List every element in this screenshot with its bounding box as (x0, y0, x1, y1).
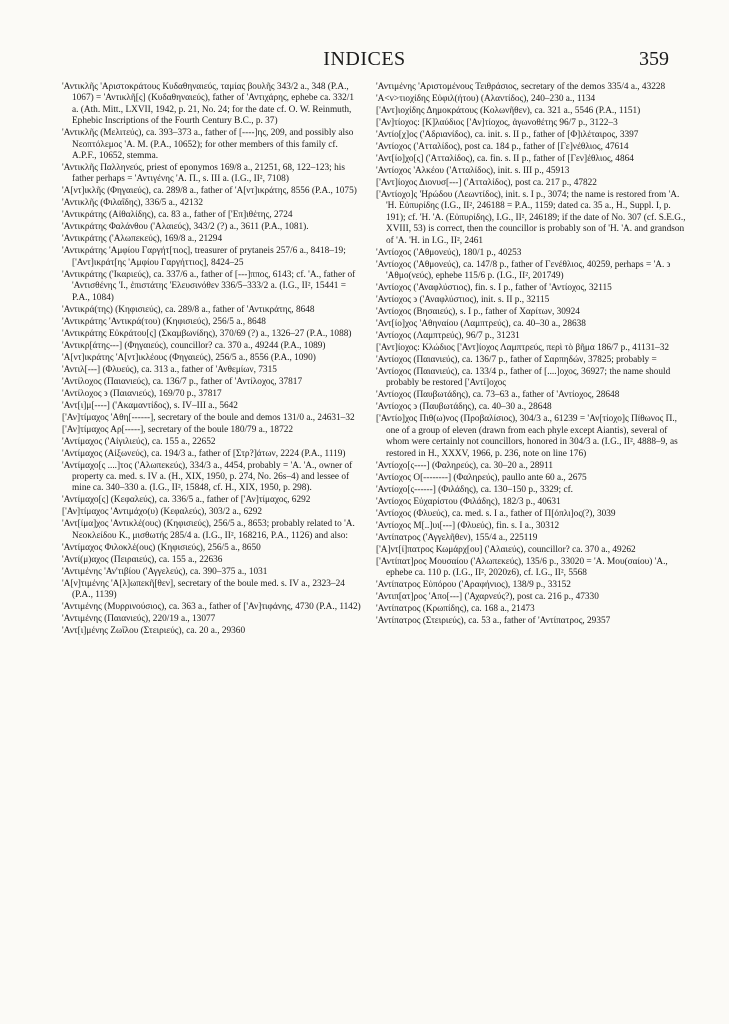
right-column (376, 82, 686, 628)
index-entry: 'Αντ[ίμα]χος 'Αντικλέ(ους) (Κηφισιεύς), 256/5 a., 8653; probably related to 'Α. Νεοκλείδου Κ., μισθωτής 285/4 a. (I.G., II², 168216, P.A., 1126) and also: (62, 519, 355, 541)
index-entry: 'Α[ντ]ικλῆς (Φηγαιεύς), ca. 289/8 a., father of 'Α[ντ]ικράτης, 8556 (P.A., 1075) (62, 186, 357, 197)
index-entry: ['Αντίοχο]ς 'Ηρώδου (Λεωντίδος), init. s. I p., 3074; the name is restored from 'Α. 'Η. Εὐπυρίδης (I.G., II², 246188 = P.A., 1159; dated ca. 35 a., H., Suppl. I, p. 191); cf. 'Η. 'Α. (Εὐπυρίδης), I.G., II², 246189; if the date of No. 307 (cf. S.E.G., XVIII, 53) is correct, then the councillor is probably son of 'Η. 'Α. and grandson of 'Α. 'Η. in I.G., II², 2461 (376, 190, 686, 246)
index-entry: 'Αντίοχος Ο[--------] (Φαληρεύς), paullo ante 60 a., 2675 (376, 472, 587, 483)
index-entry: 'Αντίοχος ϶ ('Αναφλύστιος), init. s. II p., 32115 (376, 295, 550, 306)
index-entry: 'Αντ[ι]μ[----] ('Ακαμαντίδος), s. IV–III a., 5642 (62, 400, 238, 411)
index-entry: ['Αντ]ίοχος Διονυσ[---] ('Ατταλίδος), post ca. 217 p., 47822 (376, 178, 597, 188)
index-entry: 'Αντίμαχος Φιλοκλέ(ους) (Κηφισιεύς), 256/5 a., 8650 (62, 542, 261, 553)
index-entry: 'Αντίμαχο[ς] (Κεφαλεύς), ca. 336/5 a., father of ['Αν]τίμαχος, 6292 (62, 495, 311, 506)
index-entry: 'Αντικλῆς Παλληνεύς, priest of eponymos 169/8 a., 21251, 68, 122–123; his father perhaps = 'Αντιγένης 'Α. Π., s. III a. (I.G., II², 7108) (62, 163, 345, 185)
index-entry: 'Αντίπατρος (Κρωπίδης), ca. 168 a., 21473 (376, 604, 535, 615)
index-entry: 'Αντίοχος 'Αλκέου ('Ατταλίδος), init. s. III p., 45913 (376, 166, 570, 176)
index-entry: 'Αντιπ[ατ]ρος 'Απο[---] ('Αχαρνεύς?), post ca. 216 p., 47330 (376, 592, 599, 603)
index-entry: 'Αντίλοχος ϶ (Παιανιεύς), 169/70 p., 37817 (62, 388, 222, 399)
index-entry: ['Αντίπατ]ρος Μουσαίου ('Αλωπεκεύς), 135/6 p., 33020 = 'Α. Μου(σαίου) 'Α., ephebe ca. 110 p. (I.G., II², 2020z6), cf. I.G., II², 5568 (376, 556, 668, 579)
index-entry: 'Αντικλῆς 'Αριστοκράτους Κυδαθηναιεύς, ταμίας βουλῆς 343/2 a., 348 (P.A., 1067) = 'Αντικλῆ[ς] (Κυδαθηναιεύς), father of 'Αντιχάρης, ephebe ca. 332/1 a. (Ath. Mitt., LXVII, 1942, p. 21, No. 24; for the date cf. O. W. Reinmuth, Ephebic Inscriptions of the Fourth Century B.C., p. 37) (62, 82, 355, 127)
index-entry: 'Αντίπατρος Εὐπόρου ('Αραφήνιος), 138/9 p., 33152 (376, 580, 571, 591)
page-number: 359 (639, 48, 669, 70)
index-entry: 'Αντίπατρος (Στειριεύς), ca. 53 a., father of 'Αντίπατρος, 29357 (376, 616, 611, 627)
index-entry: 'Αντίμαχος (Αἰξωνεύς), ca. 194/3 a., father of [Στρ?]άτων, 2224 (P.A., 1119) (62, 448, 346, 459)
index-entry: 'Αντικλῆς (Μελιτεύς), ca. 393–373 a., father of [----]ης, 209, and possibly also Νεοπτόλεμος 'Α. Μ. (P.A., 10652); for other members of this family cf. A.P.F., 10652, stemma. (62, 128, 354, 162)
index-entry: 'Αντικράτης Εὐκράτου[ς] (Σκαμβωνίδης), 370/69 (?) a., 1326–27 (P.A., 1088) (62, 328, 352, 339)
index-entry: 'Αντικράτης 'Αμφίου Γαργήτ[τιος], treasurer of prytaneis 257/6 a., 8418–19; ['Αντ]ικράτ[ης 'Αμφίου Γαργήττιος], 8424–25 (62, 246, 346, 268)
index-entry: 'Αντίοχος ('Αναφλύστιος), fin. s. I p., father of 'Αντίοχος, 32115 (376, 283, 612, 294)
index-entry: 'Αντίοχος (Βησαιεύς), s. I p., father of Χαρίτων, 30924 (376, 307, 580, 318)
index-entry: 'Αντικράτης Φαλάνθου ('Αλαιεύς), 343/2 (?) a., 3611 (P.A., 1081). (62, 222, 309, 233)
index-entry: 'Αντίμαχος ('Αἰγιλιεύς), ca. 155 a., 22652 (62, 436, 216, 447)
index-entry: ['Αν]τίοχος: [Κ]λαύδιος ['Αν]τίοχος, ἀγωνοθέτης 96/7 p., 3122–3 (376, 118, 618, 128)
index-entry: 'Αντιλ[---] (Φλυεύς), ca. 313 a., father of 'Ανθεμίων, 7315 (62, 364, 277, 375)
index-entry: 'Α<ν>τιοχίδης Εὐφιλ(ήτου) (Αλαντίδος), 240–230 a., 1134 (376, 94, 596, 104)
index-entry: 'Αντικρ[άτης---] (Φηγαιεύς), councillor? ca. 370 a., 49244 (P.A., 1089) (62, 340, 326, 351)
index-entry: 'Αντίοχος (Φλυεύς), ca. med. s. I a., father of Π[όπλι]ος(?), 3039 (376, 508, 616, 519)
index-entry: 'Αντίλοχος (Παιανιεύς), ca. 136/7 p., father of 'Αντίλοχος, 37817 (62, 376, 303, 387)
index-entry: 'Αντίοχος Εὐχαρίστου (Φιλάδης), 182/3 p., 40631 (376, 496, 561, 507)
index-entry: 'Αντίοχο[ς------] (Φιλάδης), ca. 130–150 p., 3329; cf. (376, 484, 574, 495)
page-header (0, 48, 729, 76)
index-entry: 'Αντίοχο[ς----] (Φαληρεύς), ca. 30–20 a., 28911 (376, 460, 554, 471)
index-entry: 'Αντιμένης 'Αριστομένους Τειθράσιος, secretary of the demos 335/4 a., 43228 (376, 82, 666, 92)
index-entry: 'Αντίοχος (Παιανιεύς), ca. 133/4 p., father of [....]οχος, 36927; the name should probably be restored ['Αντί]οχος (376, 367, 671, 389)
index-entry: ['Αν]τίμαχος 'Αντιμάχο(υ) (Κεφαλεύς), 303/2 a., 6292 (62, 507, 263, 518)
index-entry: 'Αντικλῆς (Φιλαΐδης), 336/5 a., 42132 (62, 198, 203, 209)
index-entry: ['Αντ]ίοχος: Κλώδιος ['Αντ]ίοχος Λαμπτρεύς, περὶ τὸ βῆμα 186/7 p., 41131–32 (376, 343, 670, 354)
index-entry: 'Α[ν]τιμένης 'Α[λ]ωπεκῆ[θεν], secretary of the boule med. s. IV a., 2323–24 (P.A., 1139) (62, 578, 345, 601)
index-entry: 'Αντίοχος Μ[..]υι[---] (Φλυεύς), fin. s. I a., 30312 (376, 520, 560, 531)
index-entry: 'Αντ[ίο]χος 'Αθηναίου (Λαμπτρεύς), ca. 40–30 a., 28638 (376, 319, 586, 330)
left-column (62, 82, 362, 638)
index-entry: 'Αντιμένης (Παιανιεύς), 220/19 a., 13077 (62, 614, 216, 625)
index-entry: ['Αντ]ιοχίδης Δημοκράτους (Κολωνῆθεν), ca. 321 a., 5546 (P.A., 1151) (376, 106, 641, 116)
index-entry: 'Αντίοχος ('Αθμονεύς), ca. 147/8 p., father of Γενέθλιος, 40259, perhaps = 'Α. ϶ 'Αθμο(νεύς), ephebe 115/6 p. (I.G., II², 201749) (376, 259, 671, 282)
index-entry: 'Αντίοχος ϶ (Παυβωτάδης), ca. 40–30 a., 28648 (376, 402, 552, 413)
index-entry: 'Αντίοχος (Παιανιεύς), ca. 136/7 p., father of Σαρπηδών, 37825; probably = (376, 355, 657, 366)
index-entry: 'Αντί(μ)αχος (Πειραιεύς), ca. 155 a., 22636 (62, 554, 223, 565)
index-entry: 'Αντίοχος ('Ατταλίδος), post ca. 184 p., father of [Γε]νέθλιος, 47614 (376, 142, 629, 152)
index-entry: 'Αντίμαχο[ς ....]τος ('Αλωπεκεύς), 334/3 a., 4454, probably = 'Α. 'Α., owner of property ca. med. s. IV a. (H., XIX, 1950, p. 274, No. 26s–4) and lessee of mine ca. 340–330 a. (I.G., II², 15848, cf. H., XIX, 1950, p. 298). (62, 460, 353, 494)
index-entry: 'Αντίπατρος ('Αγγελῆθεν), 155/4 a., 225119 (376, 532, 538, 543)
index-entry: ['Αν]τίμαχος 'Αθη[------], secretary of the boule and demos 131/0 a., 24631–32 (62, 412, 355, 423)
index-entry: 'Αντίο[χ]ος ('Αδριανίδος), ca. init. s. II p., father of [Φ]ιλέταιρος, 3397 (376, 130, 639, 140)
index-entry: 'Αντικρά(της) (Κηφισιεύς), ca. 289/8 a., father of 'Αντικράτης, 8648 (62, 304, 315, 315)
index-entry: 'Α[ντ]ικράτης 'Α[ντ]ικλέους (Φηγαιεύς), 256/5 a., 8556 (P.A., 1090) (62, 352, 316, 363)
index-entry: 'Αντίοχος (Λαμπτρεύς), 96/7 p., 31231 (376, 331, 520, 342)
index-entry: 'Αντικράτης ('Ικαριεύς), ca. 337/6 a., father of [---]ππος, 6143; cf. 'Α., father of 'Αντισθένης 'Ι., ἐπιστάτης 'Ελευσινόθεν 336/5–333/2 a. (I.G., II², 15441 = P.A., 1084) (62, 269, 356, 303)
index-entry: 'Αντικράτης 'Αντικρά(του) (Κηφισιεύς), 256/5 a., 8648 (62, 316, 266, 327)
index-entry: ['Αν]τίμαχος Αρ[-----], secretary of the boule 180/79 a., 18722 (62, 424, 294, 435)
index-entry: 'Αντ[ι]μένης Ζωΐλου (Στειριεύς), ca. 20 a., 29360 (62, 626, 246, 637)
index-entry: 'Αντίοχος (Παυβωτάδης), ca. 73–63 a., father of 'Αντίοχος, 28648 (376, 390, 620, 401)
index-entry: ['Αντίο]χος Πιθ(ω)νος (Προβαλίσιος), 304/3 a., 61239 = 'Αν[τίοχο]ς Πίθωνος Π., one of a group of eleven (drawn from each phyle except Aiantis), several of whom were certainly not councillors, honored in 304/3 a. (I.G., II², 4888–9, as restored in H., XXXV, 1966, p. 236, note on line 176) (376, 414, 678, 459)
page-title: INDICES (323, 48, 406, 70)
index-entry: ['Α]ντ[ί]πατρος Κωμάρχ[ου] ('Αλαιεύς), councillor? ca. 370 a., 49262 (376, 544, 636, 555)
index-entry: 'Αντ[ίο]χο[ς] ('Ατταλίδος), ca. fin. s. II p., father of [Γεν]έθλιος, 4864 (376, 154, 634, 164)
index-entry: 'Αντικράτης ('Αλωπεκεύς), 169/8 a., 21294 (62, 234, 223, 245)
index-entry: 'Αντιμένης 'Αν'τιβίου ('Αγγελεύς), ca. 390–375 a., 1031 (62, 566, 268, 577)
index-entry: 'Αντίοχος ('Αθμονεύς), 180/1 p., 40253 (376, 247, 522, 258)
index-entry: 'Αντιμένης (Μυρρινούσιος), ca. 363 a., father of ['Αν]τιφάνης, 4730 (P.A., 1142) (62, 602, 361, 613)
index-entry: 'Αντικράτης (Αἰθαλίδης), ca. 83 a., father of ['Επ]ιθέτης, 2724 (62, 210, 293, 221)
